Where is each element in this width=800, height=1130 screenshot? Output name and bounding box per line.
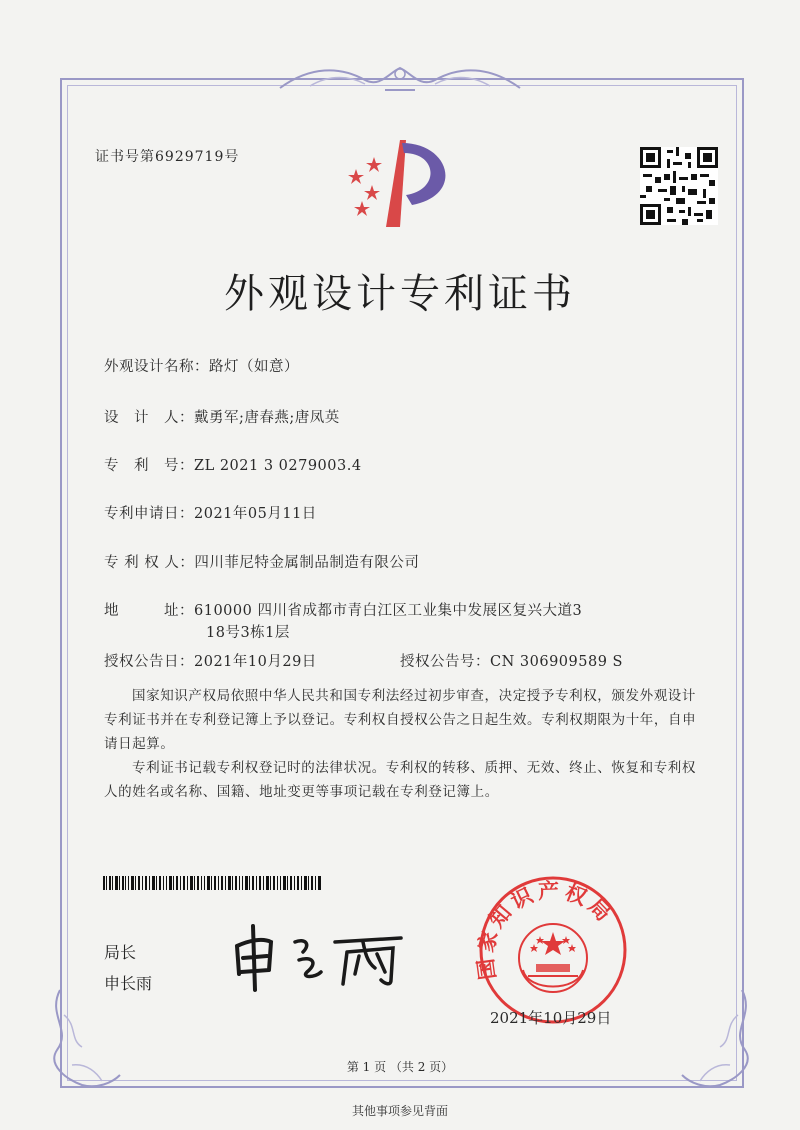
patent-number-label: 专 利 号： <box>104 458 194 474</box>
filing-date-value: 2021年05月11日 <box>194 506 317 522</box>
certificate-number: 证书号第6929719号 <box>95 149 240 165</box>
designer-label: 设 计 人： <box>104 410 194 426</box>
grant-date-value: 2021年10月29日 <box>194 654 317 670</box>
bottom-right-ornament <box>680 985 760 1095</box>
grant-number-label: 授权公告号： <box>400 654 490 670</box>
patent-number-value: ZL 2021 3 0279003.4 <box>194 458 362 474</box>
patentee-row <box>104 551 419 572</box>
seal-text: 国家知识产权局 <box>473 878 619 982</box>
grant-date-label: 授权公告日： <box>104 654 194 670</box>
grant-statement-paragraph: 国家知识产权局依照中华人民共和国专利法经过初步审查，决定授予专利权，颁发外观设计专利证书并在专利登记簿上予以登记。专利权自授权公告之日起生效。专利权期限为十年，自申请日起算。 <box>104 688 697 752</box>
patentee-label: 专 利 权 人： <box>104 555 195 571</box>
seal-date: 2021年10月29日 <box>490 1009 612 1027</box>
designer-value: 戴勇军;唐春燕;唐凤英 <box>194 410 340 426</box>
top-ornament <box>270 62 530 94</box>
director-name: 申长雨 <box>104 974 153 993</box>
grant-number-row <box>400 650 623 671</box>
designer-row <box>104 406 340 427</box>
director-role: 局长 <box>104 943 137 962</box>
certificate-title: 外观设计专利证书 <box>224 271 576 317</box>
patentee-value: 四川菲尼特金属制品制造有限公司 <box>194 555 420 571</box>
address-row <box>104 599 582 620</box>
address-label: 地 址： <box>104 603 194 619</box>
patent-logo-icon <box>340 135 460 230</box>
official-seal <box>468 872 638 1027</box>
filing-date-label: 专利申请日： <box>104 506 194 522</box>
legal-status-paragraph: 专利证书记载专利权登记时的法律状况。专利权的转移、质押、无效、终止、恢复和专利权人的姓名或名称、国籍、地址变更等事项记载在专利登记簿上。 <box>104 760 696 800</box>
address-value-line1: 610000 四川省成都市青白江区工业集中发展区复兴大道3 <box>194 603 583 619</box>
design-name-label: 外观设计名称： <box>104 359 209 375</box>
footer-note: 其他事项参见背面 <box>351 1104 448 1118</box>
bottom-left-ornament <box>42 985 122 1095</box>
grant-date-row <box>104 650 317 671</box>
qr-code-icon <box>640 147 718 225</box>
handwritten-signature <box>225 912 410 992</box>
address-value-line2: 18号3栋1层 <box>206 625 290 641</box>
filing-date-row <box>104 502 317 523</box>
page-indicator: 第 1 页 （共 2 页） <box>346 1060 454 1074</box>
patent-number-row <box>104 454 362 475</box>
grant-number-value: CN 306909589 S <box>490 654 623 670</box>
barcode-icon <box>103 876 321 890</box>
design-name-row <box>104 355 299 376</box>
design-name-value: 路灯（如意） <box>209 359 299 375</box>
